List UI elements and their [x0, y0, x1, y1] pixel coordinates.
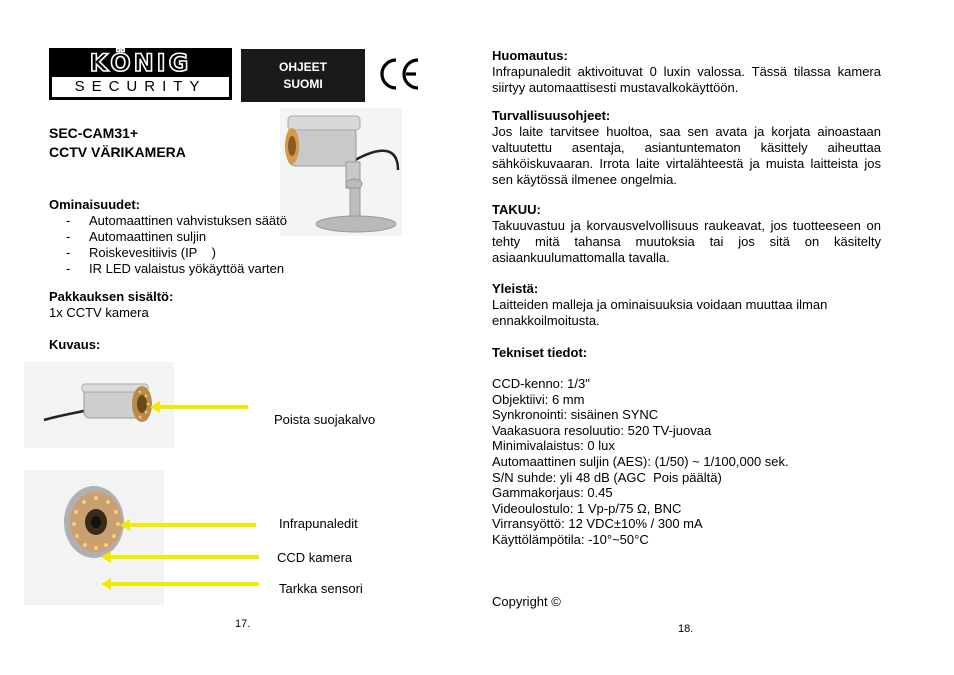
description-heading: Kuvaus:: [49, 337, 101, 352]
spec-item: S/N suhde: yli 48 dB (AGC Pois päältä): [492, 469, 722, 485]
language-badge: [241, 49, 365, 102]
callout-ccd: CCD kamera: [277, 550, 353, 565]
callout-remove-film: Poista suojakalvo: [274, 412, 376, 427]
warranty-text: Takuuvastuu ja korvausvelvollisuus raukeavat, jos tuotteeseen on tehty mitä tahansa muutoksia tai jos sitä on käsitelty asiaankuulumattomalla tavalla.: [492, 218, 881, 265]
safety-text: Jos laite tarvitsee huoltoa, saa sen avata ja korjata ainoastaan valtuutettu asentaja, asiantuntematon käsittely aiheuttaa sähköiskuvaaran. Irrota laite virtalähteestä ja muista laitteista jos sen käytössä ilmenee ongelmia.: [492, 124, 881, 187]
spec-item: Gammakorjaus: 0.45: [492, 485, 613, 501]
general-heading: Yleistä:: [492, 281, 539, 296]
package-heading: Pakkauksen sisältö:: [49, 289, 174, 304]
logo-sub-text: SECURITY: [52, 77, 229, 97]
spec-item: Objektiivi: 6 mm: [492, 391, 585, 407]
safety-heading: Turvallisuusohjeet:: [492, 108, 611, 123]
list-item: - Automaattinen vahvistuksen säätö: [66, 213, 288, 228]
page-number-left: 17.: [235, 618, 251, 630]
callout-sensor: Tarkka sensori: [279, 581, 363, 596]
arrow-remove-film: [150, 401, 248, 413]
features-heading: Ominaisuudet:: [49, 197, 141, 212]
note-text: Infrapunaledit aktivoituvat 0 luxin valossa. Tässä tilassa kamera siirtyy automaattisesti mustavalkokäyttöön.: [492, 64, 881, 95]
ce-mark-icon: [376, 54, 424, 94]
model-number: SEC-CAM31+: [49, 125, 139, 141]
arrow-ir-leds: [120, 519, 256, 531]
specs-heading: Tekniset tiedot:: [492, 345, 588, 360]
badge-line-1: OHJEET: [278, 59, 327, 74]
spec-item: Vaakasuora resoluutio: 520 TV-juovaa: [492, 422, 712, 438]
badge-line-2: SUOMI: [283, 76, 323, 91]
callout-ir-leds: Infrapunaledit: [279, 516, 358, 531]
warranty-heading: TAKUU:: [492, 202, 541, 217]
specs-list: [492, 376, 789, 548]
features-list: [66, 213, 306, 277]
list-item: - Roiskevesitiivis (IP ): [66, 245, 216, 260]
konig-security-logo: [49, 48, 232, 100]
product-title: [49, 124, 186, 162]
product-name: CCTV VÄRIKAMERA: [49, 144, 186, 160]
spec-item: Käyttölämpötila: -10°~50°C: [492, 531, 649, 547]
spec-item: Virransyöttö: 12 VDC±10% / 300 mA: [492, 516, 703, 532]
spec-item: Videoulostulo: 1 Vp-p/75 Ω, BNC: [492, 500, 682, 516]
spec-item: Minimivalaistus: 0 lux: [492, 438, 615, 454]
spec-item: CCD-kenno: 1/3": [492, 376, 590, 391]
spec-item: Automaattinen suljin (AES): (1/50) ~ 1/100,000 sek.: [492, 453, 789, 469]
logo-main-text: KÖNIG: [89, 49, 192, 77]
general-text: Laitteiden malleja ja ominaisuuksia voidaan muuttaa ilman ennakkoilmoitusta.: [492, 297, 828, 328]
spec-item: Synkronointi: sisäinen SYNC: [492, 407, 659, 423]
list-item: - Automaattinen suljin: [66, 229, 207, 244]
list-item: - IR LED valaistus yökäyttöä varten: [66, 261, 285, 276]
copyright: Copyright ©: [492, 594, 561, 609]
package-item: 1x CCTV kamera: [49, 305, 149, 320]
arrow-ccd: [101, 551, 259, 563]
arrow-sensor: [101, 578, 259, 590]
page-number-right: 18.: [678, 623, 694, 635]
note-heading: Huomautus:: [492, 48, 568, 63]
